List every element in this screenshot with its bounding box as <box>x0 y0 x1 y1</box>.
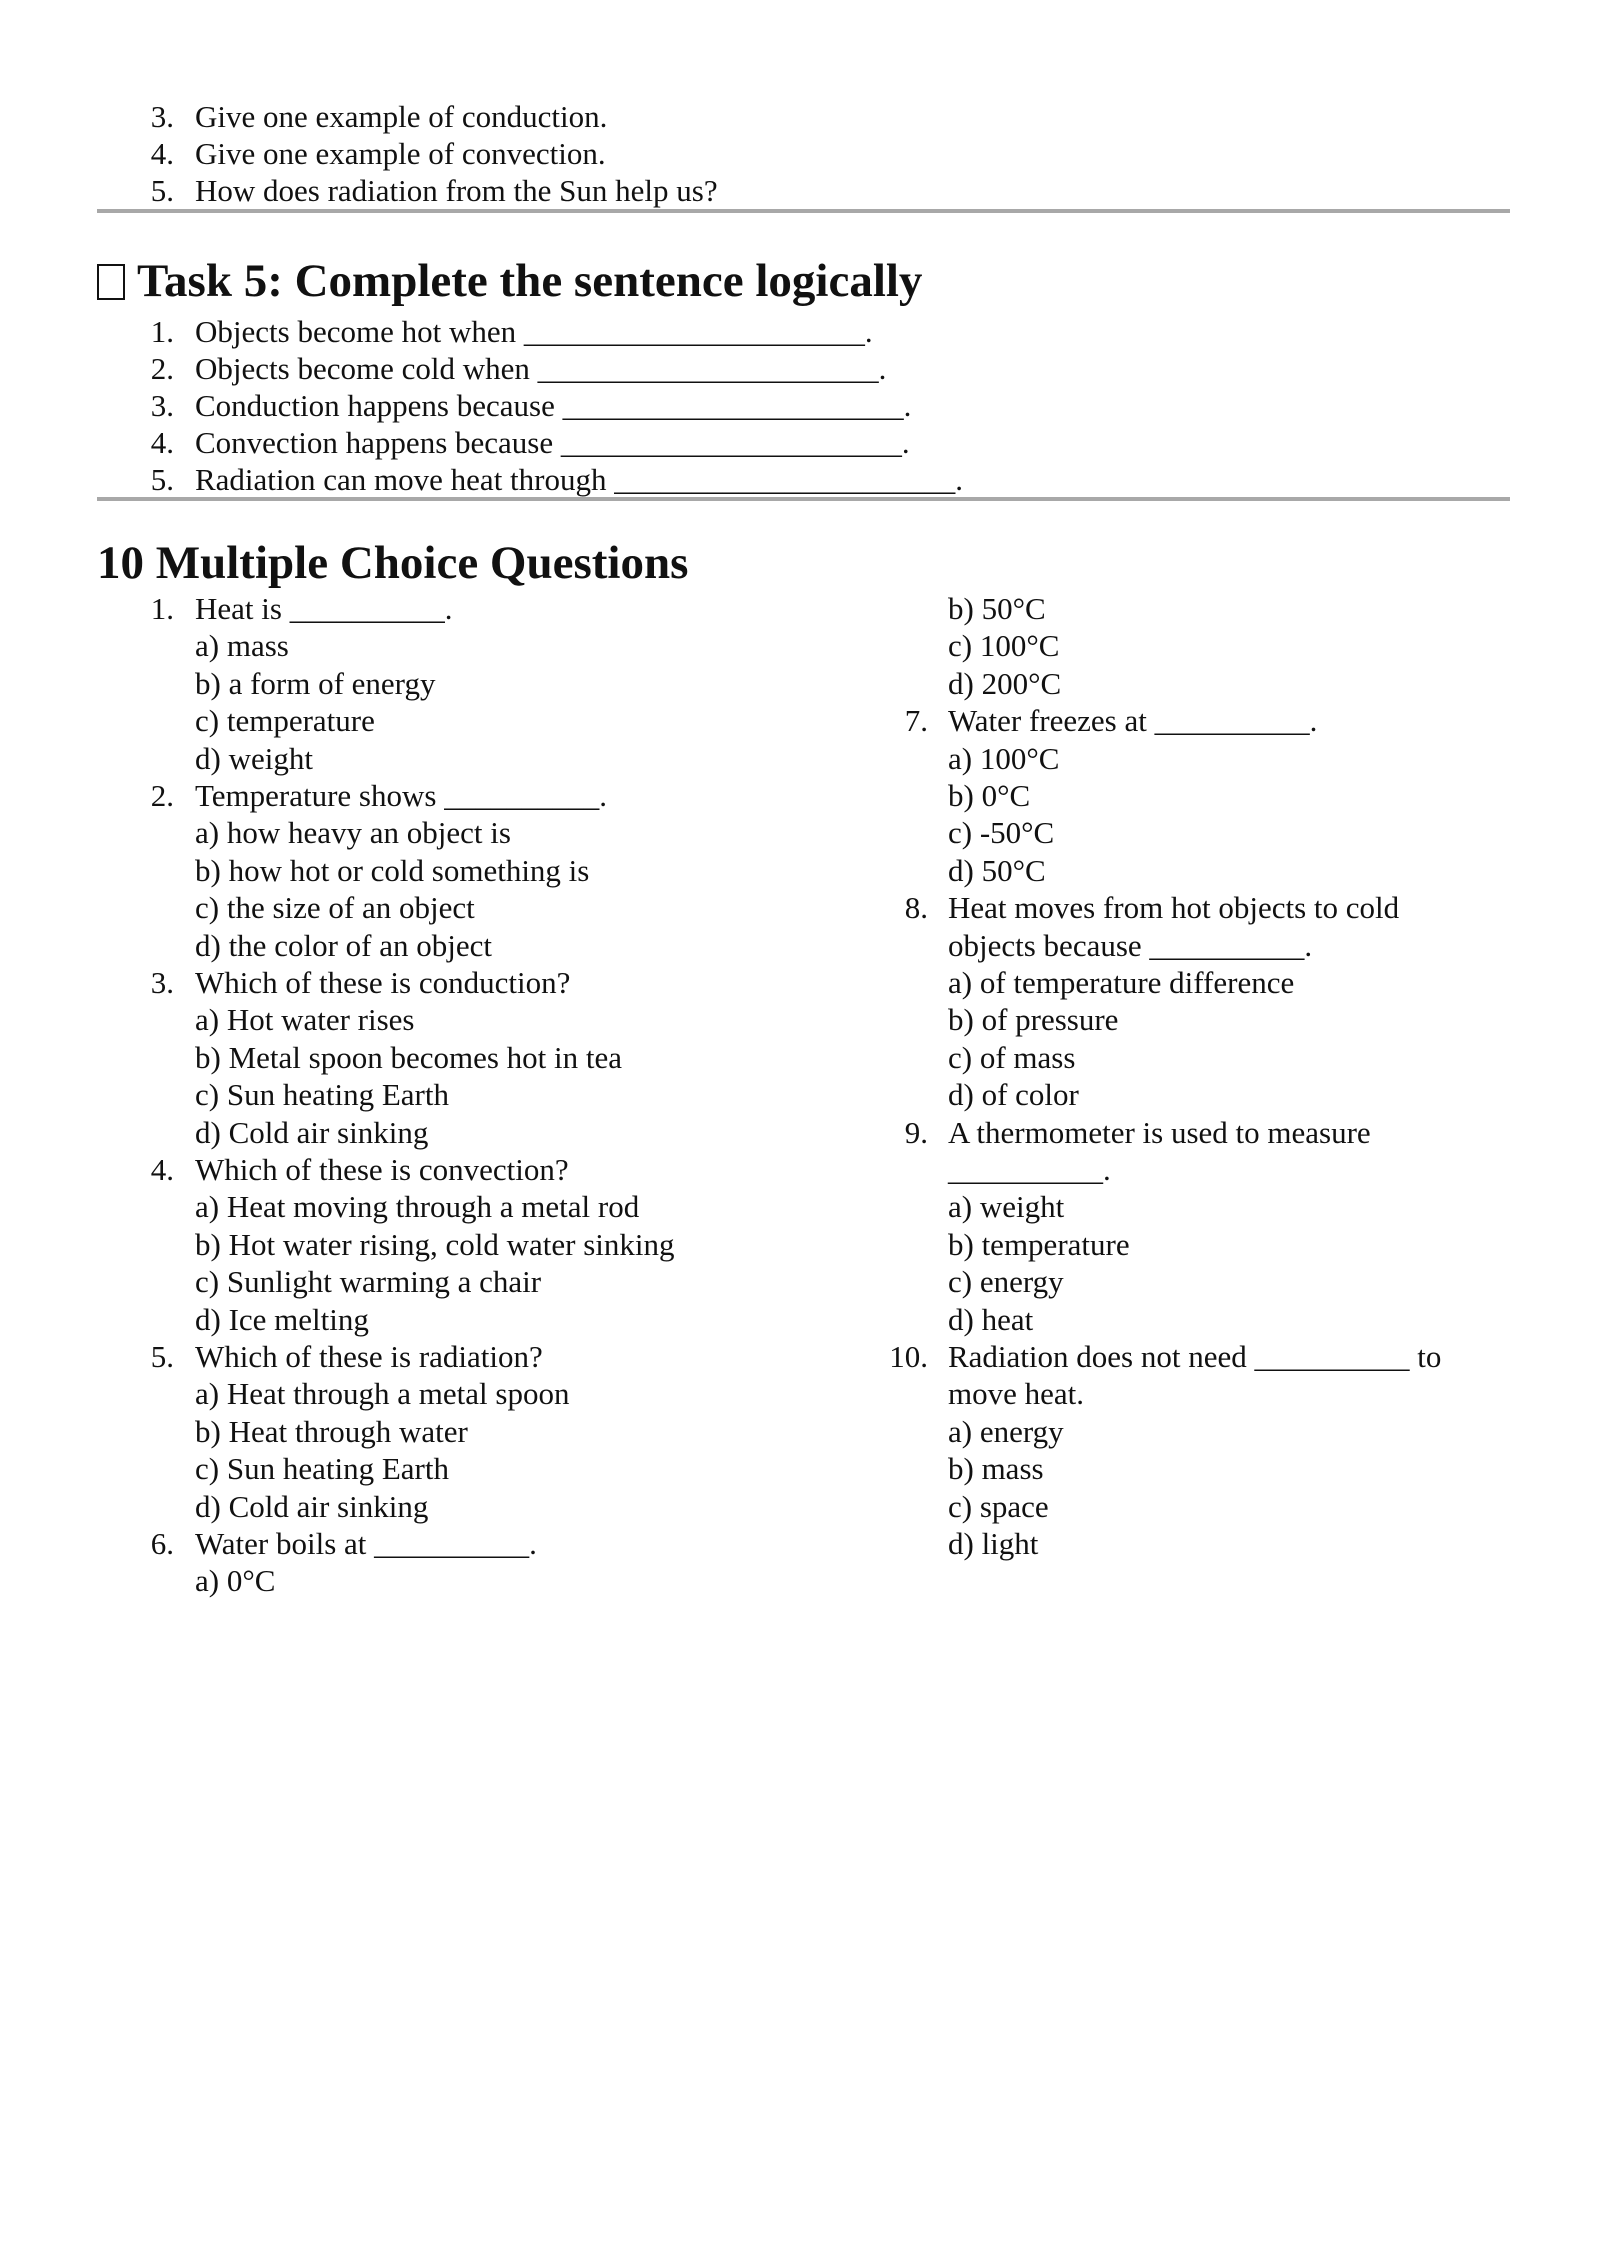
list-number: 3. <box>150 99 174 134</box>
list-item: Conduction happens because ______________________. <box>195 388 912 423</box>
list-number: 4. <box>150 136 174 171</box>
list-number: 3. <box>150 388 174 423</box>
question-number: 5. <box>150 1339 174 1374</box>
option-text: d) Cold air sinking <box>195 1488 429 1524</box>
option-text: d) the color of an object <box>195 927 492 963</box>
option-text: b) of pressure <box>948 1002 1119 1038</box>
task5-heading <box>97 253 922 309</box>
option-text: d) of color <box>948 1077 1079 1113</box>
option-text: objects because __________. <box>948 927 1313 963</box>
question-text: Water freezes at __________. <box>948 703 1318 739</box>
list-item: Radiation can move heat through ______________________. <box>195 462 963 497</box>
option-text: a) Heat through a metal spoon <box>195 1376 570 1412</box>
option-text: c) temperature <box>195 703 375 739</box>
question-text: Which of these is radiation? <box>195 1339 543 1374</box>
option-text: c) 100°C <box>948 628 1060 664</box>
question-text: Water boils at __________. <box>195 1526 537 1561</box>
question-text: Which of these is convection? <box>195 1152 569 1187</box>
question-text: Temperature shows __________. <box>195 778 607 813</box>
option-text: b) Hot water rising, cold water sinking <box>195 1226 675 1262</box>
question-number: 3. <box>150 965 174 1000</box>
section-divider <box>97 209 1510 213</box>
option-text: a) how heavy an object is <box>195 815 511 851</box>
list-item: How does radiation from the Sun help us? <box>195 173 718 208</box>
question-text: A thermometer is used to measure <box>948 1114 1371 1150</box>
question-text: Heat is __________. <box>195 591 453 626</box>
option-text: a) mass <box>195 628 289 664</box>
option-text: c) -50°C <box>948 815 1055 851</box>
question-number: 7. <box>904 703 928 739</box>
question-number: 6. <box>150 1526 174 1561</box>
option-text: a) Heat moving through a metal rod <box>195 1189 640 1225</box>
option-text: a) Hot water rises <box>195 1002 415 1038</box>
question-number: 4. <box>150 1152 174 1187</box>
option-text: c) of mass <box>948 1039 1076 1075</box>
list-item: Convection happens because ______________________. <box>195 425 910 460</box>
option-text: c) space <box>948 1488 1049 1524</box>
option-text: move heat. <box>948 1376 1085 1412</box>
question-number: 2. <box>150 778 174 813</box>
option-text: b) Metal spoon becomes hot in tea <box>195 1039 623 1075</box>
option-text: d) heat <box>948 1301 1034 1337</box>
question-text: Heat moves from hot objects to cold <box>948 890 1400 926</box>
task5-title: Task 5: Complete the sentence logically <box>137 255 923 307</box>
option-text: b) Heat through water <box>195 1413 468 1449</box>
option-text: b) 0°C <box>948 778 1031 813</box>
option-text: b) 50°C <box>948 591 1046 626</box>
option-text: c) Sun heating Earth <box>195 1077 449 1113</box>
list-number: 1. <box>150 314 174 349</box>
option-text: d) 50°C <box>948 852 1046 888</box>
option-text: __________. <box>948 1152 1111 1187</box>
option-text: b) mass <box>948 1451 1044 1487</box>
list-item: Give one example of conduction. <box>195 99 608 134</box>
section-divider <box>97 497 1510 501</box>
question-number: 10. <box>889 1339 928 1374</box>
question-number: 1. <box>150 591 174 626</box>
list-item: Objects become cold when ______________________. <box>195 351 887 386</box>
list-number: 5. <box>150 462 174 497</box>
option-text: c) the size of an object <box>195 890 475 926</box>
option-text: d) light <box>948 1526 1039 1561</box>
list-number: 2. <box>150 351 174 386</box>
option-text: b) how hot or cold something is <box>195 852 590 888</box>
list-number: 4. <box>150 425 174 460</box>
question-text: Radiation does not need __________ to <box>948 1339 1442 1374</box>
option-text: d) Ice melting <box>195 1301 369 1337</box>
mcq-title: 10 Multiple Choice Questions <box>97 537 689 589</box>
option-text: a) of temperature difference <box>948 965 1295 1000</box>
missing-glyph-icon <box>97 264 125 300</box>
option-text: b) temperature <box>948 1226 1130 1262</box>
option-text: a) energy <box>948 1413 1064 1449</box>
option-text: d) weight <box>195 740 313 776</box>
option-text: a) weight <box>948 1189 1065 1225</box>
question-number: 9. <box>904 1114 928 1150</box>
option-text: d) Cold air sinking <box>195 1114 429 1150</box>
option-text: d) 200°C <box>948 665 1062 701</box>
option-text: a) 0°C <box>195 1563 276 1599</box>
option-text: c) energy <box>948 1264 1064 1300</box>
option-text: c) Sunlight warming a chair <box>195 1264 542 1300</box>
option-text: c) Sun heating Earth <box>195 1451 449 1487</box>
option-text: a) 100°C <box>948 740 1060 776</box>
list-item: Objects become hot when ______________________. <box>195 314 873 349</box>
list-item: Give one example of convection. <box>195 136 606 171</box>
question-number: 8. <box>904 890 928 926</box>
list-number: 5. <box>150 173 174 208</box>
option-text: b) a form of energy <box>195 665 436 701</box>
question-text: Which of these is conduction? <box>195 965 571 1000</box>
